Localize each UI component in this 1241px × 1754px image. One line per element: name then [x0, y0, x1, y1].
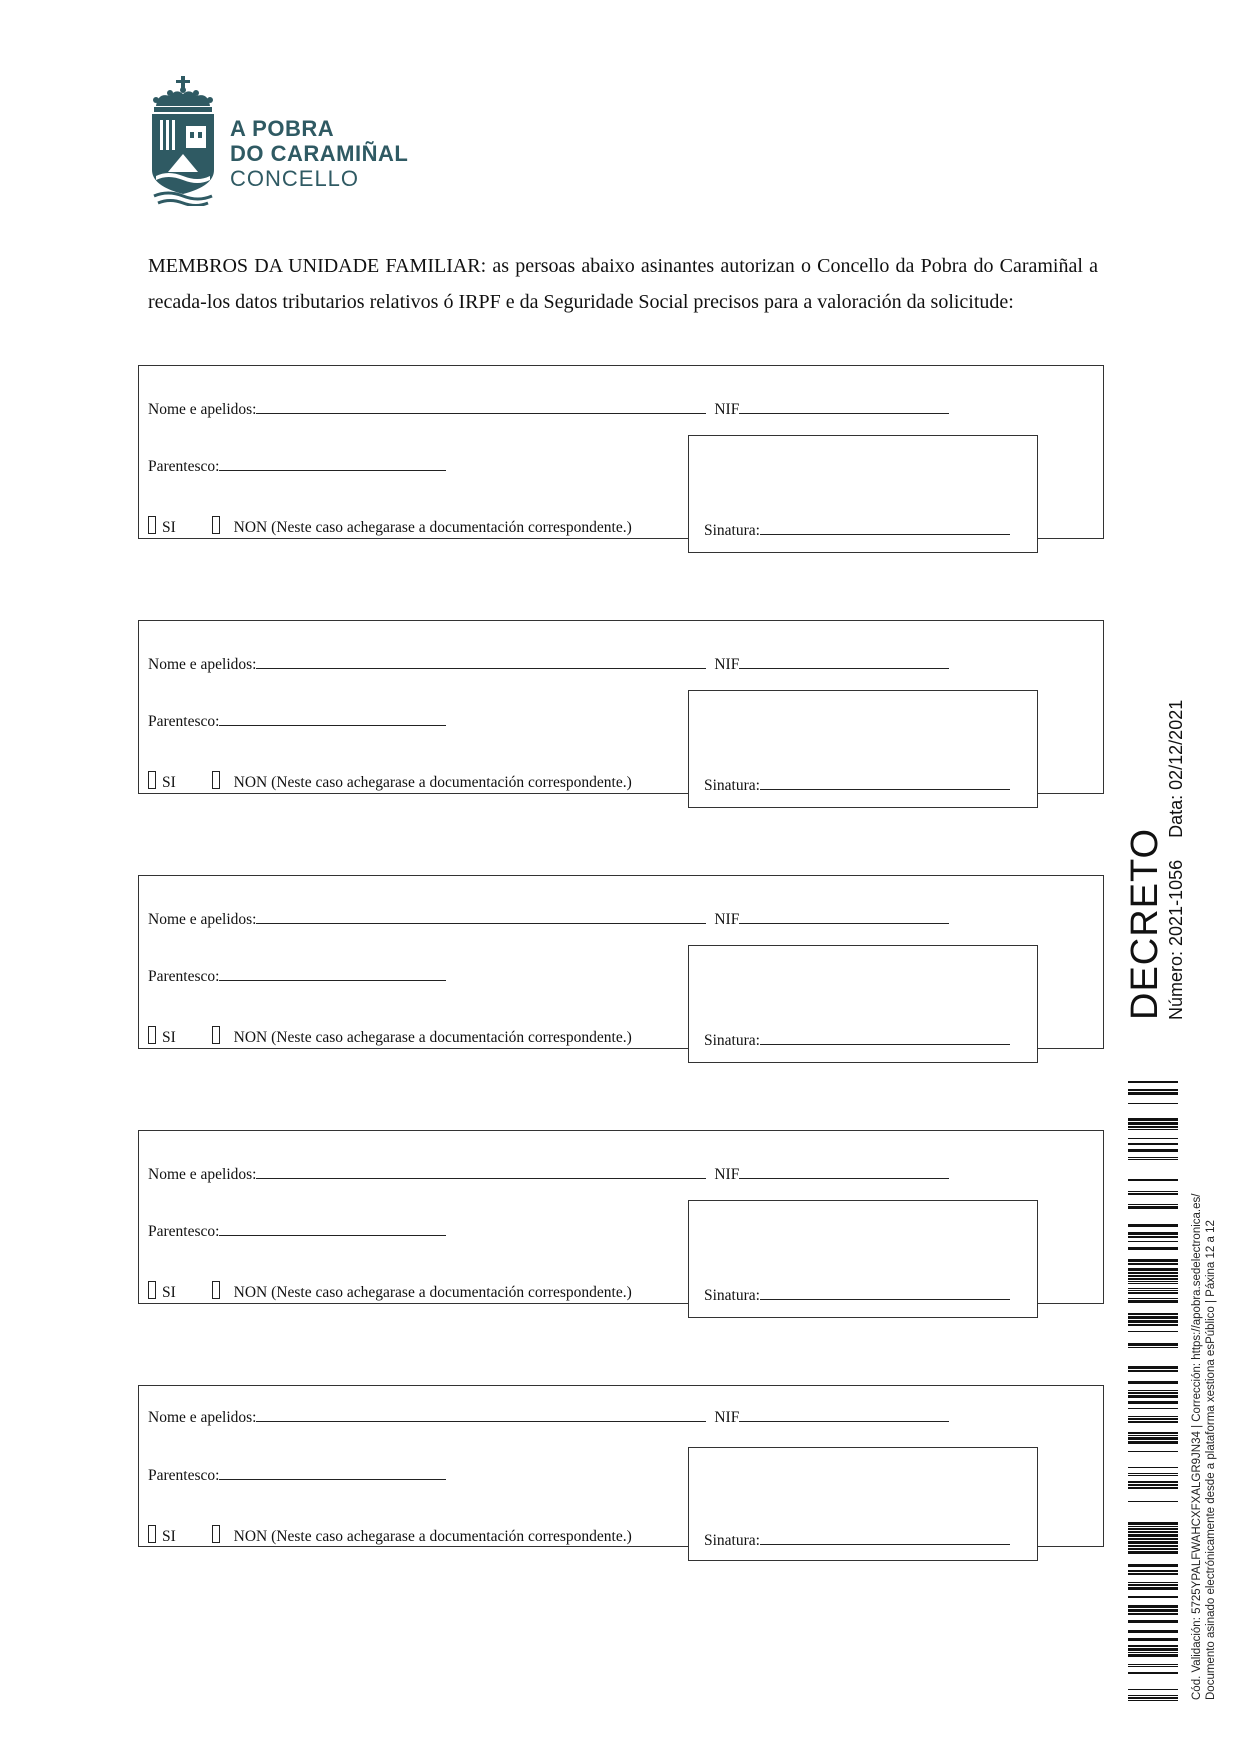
barcode-bar	[1128, 1528, 1178, 1530]
yes-label: SI	[162, 1528, 176, 1545]
barcode-bar	[1128, 1290, 1178, 1291]
name-field[interactable]	[256, 1407, 706, 1422]
nif-label: NIF	[714, 656, 740, 673]
barcode-bar	[1128, 1241, 1178, 1242]
barcode-bar	[1128, 1587, 1178, 1590]
barcode-bar	[1128, 1268, 1178, 1271]
intro-paragraph: MEMBROS DA UNIDADE FAMILIAR: as persoas abaixo asinantes autorizan o Concello da Pobra do Caramiñal a recada-los datos tributarios relativos ó IRPF e da Seguridade Social precisos para a valoración da solicitude:	[148, 255, 1098, 313]
signature-field[interactable]	[760, 775, 1010, 790]
barcode-bar	[1128, 1320, 1178, 1323]
relation-row	[148, 1465, 446, 1485]
barcode-bar	[1128, 1609, 1178, 1612]
barcode-bar	[1128, 1697, 1178, 1699]
signature-label: Sinatura:	[704, 1532, 760, 1549]
yes-checkbox[interactable]	[148, 1525, 156, 1543]
barcode-bar	[1128, 1596, 1178, 1598]
nif-label: NIF	[714, 401, 740, 418]
consent-row	[148, 1026, 632, 1047]
validation-text	[1190, 1194, 1218, 1700]
barcode-bar	[1128, 1118, 1178, 1121]
relation-label: Parentesco:	[148, 968, 220, 985]
barcode-bar	[1128, 1179, 1178, 1181]
consent-row	[148, 1281, 632, 1302]
barcode-bar	[1128, 1247, 1178, 1250]
name-row	[148, 1407, 949, 1427]
decree-stamp	[1126, 700, 1188, 1020]
barcode-bar	[1128, 1418, 1178, 1420]
barcode-bar	[1128, 1475, 1178, 1476]
yes-label: SI	[162, 1029, 176, 1046]
barcode-bar	[1128, 1324, 1178, 1326]
barcode-bar	[1128, 1652, 1178, 1653]
coat-of-arms-icon	[148, 76, 218, 206]
barcode-bar	[1128, 1664, 1178, 1665]
yes-checkbox[interactable]	[148, 516, 156, 534]
member-block	[138, 365, 1241, 545]
yes-checkbox[interactable]	[148, 771, 156, 789]
name-label: Nome e apelidos:	[148, 911, 257, 928]
barcode-bar	[1128, 1103, 1178, 1104]
barcode-bar	[1128, 1584, 1178, 1586]
decree-date: Data: 02/12/2021	[1166, 699, 1186, 838]
barcode-bar	[1128, 1157, 1178, 1158]
barcode-bar	[1128, 1159, 1178, 1160]
barcode-bar	[1128, 1129, 1178, 1130]
signature-label: Sinatura:	[704, 777, 760, 794]
barcode-bar	[1128, 1441, 1178, 1444]
yes-checkbox[interactable]	[148, 1026, 156, 1044]
barcode-bar	[1128, 1545, 1178, 1547]
nif-field[interactable]	[739, 399, 949, 414]
name-row	[148, 1164, 949, 1184]
barcode-bar	[1128, 1654, 1178, 1657]
barcode-bar	[1128, 1648, 1178, 1651]
barcode-bar	[1128, 1316, 1178, 1319]
barcode-bar	[1128, 1531, 1178, 1533]
decree-number: Número: 2021-1056	[1166, 859, 1186, 1020]
decree-title: DECRETO	[1124, 827, 1166, 1020]
name-label: Nome e apelidos:	[148, 1409, 257, 1426]
nif-field[interactable]	[739, 654, 949, 669]
yes-label: SI	[162, 774, 176, 791]
barcode-bar	[1128, 1343, 1178, 1346]
name-field[interactable]	[256, 399, 706, 414]
yes-label: SI	[162, 519, 176, 536]
barcode-bar	[1128, 1122, 1178, 1125]
barcode-bar	[1128, 1638, 1178, 1641]
nif-label: NIF	[714, 911, 740, 928]
relation-row	[148, 456, 446, 476]
signature-field[interactable]	[760, 1285, 1010, 1300]
barcode-bar	[1128, 1695, 1178, 1696]
no-label: NON (Neste caso achegarase a documentación correspondente.)	[233, 774, 632, 791]
no-label: NON (Neste caso achegarase a documentación correspondente.)	[233, 1284, 632, 1301]
relation-field[interactable]	[219, 456, 446, 471]
barcode-bar	[1128, 1259, 1178, 1262]
nif-label: NIF	[714, 1409, 740, 1426]
barcode-bar	[1128, 1236, 1178, 1238]
barcode-bar	[1128, 1292, 1178, 1294]
no-checkbox[interactable]	[212, 1281, 220, 1299]
name-label: Nome e apelidos:	[148, 401, 257, 418]
logo-line-1: A POBRA	[230, 116, 335, 141]
signature-box[interactable]	[688, 690, 1038, 808]
signature-row	[704, 1285, 1010, 1305]
nif-field[interactable]	[739, 1164, 949, 1179]
signature-label: Sinatura:	[704, 1287, 760, 1304]
barcode-bar	[1128, 1193, 1178, 1195]
barcode-bar	[1128, 1573, 1178, 1575]
barcode-bar	[1128, 1689, 1178, 1690]
barcode-bar	[1128, 1487, 1178, 1489]
relation-row	[148, 966, 446, 986]
member-block	[138, 1130, 1241, 1310]
member-block	[138, 875, 1241, 1055]
decree-meta	[1164, 700, 1188, 1020]
barcode-bar	[1128, 1605, 1178, 1608]
signature-box[interactable]	[688, 1447, 1038, 1561]
barcode-bar	[1128, 1313, 1178, 1315]
barcode-bar	[1128, 1534, 1178, 1537]
relation-field[interactable]	[219, 1465, 446, 1480]
barcode-bar	[1128, 1666, 1178, 1667]
barcode-bar	[1128, 1224, 1178, 1227]
consent-row	[148, 771, 632, 792]
barcode-bar	[1128, 1538, 1178, 1540]
barcode-bar	[1128, 1467, 1178, 1468]
barcode-bar	[1128, 1700, 1178, 1701]
barcode-bar	[1128, 1263, 1178, 1265]
barcode-bar	[1128, 1275, 1178, 1277]
no-checkbox[interactable]	[212, 1026, 220, 1044]
logo-line-2: DO CARAMIÑAL	[230, 141, 409, 166]
name-label: Nome e apelidos:	[148, 1166, 257, 1183]
barcode-bar	[1128, 1620, 1178, 1623]
barcode-bar	[1128, 1451, 1178, 1452]
barcode-bar	[1128, 1613, 1178, 1615]
no-checkbox[interactable]	[212, 1525, 220, 1543]
barcode-bar	[1128, 1522, 1178, 1525]
signature-box[interactable]	[688, 1200, 1038, 1318]
barcode-bar	[1128, 1138, 1178, 1139]
barcode-bar	[1128, 1331, 1178, 1332]
concello-logo	[148, 76, 428, 206]
consent-row	[148, 1525, 632, 1546]
name-row	[148, 399, 949, 419]
barcode-bar	[1128, 1143, 1178, 1145]
barcode-bar	[1128, 1526, 1178, 1527]
signature-box[interactable]	[688, 435, 1038, 553]
signature-row	[704, 1530, 1010, 1550]
logo-wordmark	[230, 116, 408, 191]
barcode-bar	[1128, 1204, 1178, 1205]
barcode-bar	[1128, 1564, 1178, 1567]
signature-field[interactable]	[760, 1030, 1010, 1045]
barcode-bar	[1128, 1390, 1178, 1391]
barcode-bar	[1128, 1645, 1178, 1647]
barcode-bar	[1128, 1288, 1178, 1289]
member-block	[138, 620, 1241, 800]
validation-line-2: Documento asinado electrónicamente desde a plataforma xestiona esPúblico | Páxina 12 a 12	[1205, 1220, 1217, 1700]
signature-field[interactable]	[760, 520, 1010, 535]
no-label: NON (Neste caso achegarase a documentación correspondente.)	[233, 519, 632, 536]
barcode-bar	[1128, 1191, 1178, 1192]
name-field[interactable]	[256, 909, 706, 924]
barcode-bar	[1128, 1435, 1178, 1436]
barcode-bar	[1128, 1432, 1178, 1434]
barcode-bar	[1128, 1298, 1178, 1299]
barcode-bar	[1128, 1283, 1178, 1284]
barcode-bar	[1128, 1149, 1178, 1152]
barcode-bar	[1128, 1089, 1178, 1091]
signature-label: Sinatura:	[704, 1032, 760, 1049]
no-checkbox[interactable]	[212, 516, 220, 534]
barcode-bar	[1128, 1272, 1178, 1274]
barcode-bar	[1128, 1278, 1178, 1280]
barcode-bar	[1128, 1672, 1178, 1674]
relation-label: Parentesco:	[148, 1467, 220, 1484]
barcode-bar	[1128, 1381, 1178, 1384]
barcode-bar	[1128, 1630, 1178, 1633]
barcode-bar	[1128, 1548, 1178, 1550]
member-block	[138, 1385, 1241, 1565]
name-row	[148, 654, 949, 674]
nif-field[interactable]	[739, 909, 949, 924]
validation-line-1: Cód. Validación: 5725YPALFWAHCXFXALGR9JN34 | Corrección: https://apobra.sedelectronica.es/	[1191, 1193, 1203, 1700]
barcode-bar	[1128, 1081, 1178, 1083]
relation-row	[148, 1221, 446, 1241]
barcode-bar	[1128, 1395, 1178, 1398]
signature-box[interactable]	[688, 945, 1038, 1063]
yes-checkbox[interactable]	[148, 1281, 156, 1299]
nif-label: NIF	[714, 1166, 740, 1183]
barcode-bar	[1128, 1206, 1178, 1209]
barcode-bar	[1128, 1481, 1178, 1483]
barcode-bar	[1128, 1281, 1178, 1282]
yes-label: SI	[162, 1284, 176, 1301]
barcode-bar	[1128, 1408, 1178, 1409]
barcode-bar	[1128, 1092, 1178, 1095]
relation-label: Parentesco:	[148, 458, 220, 475]
name-row	[148, 909, 949, 929]
logo-line-3: CONCELLO	[230, 166, 360, 191]
relation-label: Parentesco:	[148, 1223, 220, 1240]
barcode-bar	[1128, 1347, 1178, 1348]
barcode-bar	[1128, 1570, 1178, 1572]
barcode-bar	[1128, 1541, 1178, 1544]
barcode-bar	[1128, 1366, 1178, 1369]
barcode-bar	[1128, 1437, 1178, 1440]
signature-row	[704, 520, 1010, 540]
barcode-bar	[1128, 1232, 1178, 1235]
relation-field[interactable]	[219, 711, 446, 726]
no-checkbox[interactable]	[212, 771, 220, 789]
relation-row	[148, 711, 446, 731]
name-field[interactable]	[256, 1164, 706, 1179]
barcode-bar	[1128, 1484, 1178, 1486]
signature-field[interactable]	[760, 1530, 1010, 1545]
barcode-bar	[1128, 1473, 1178, 1474]
name-field[interactable]	[256, 654, 706, 669]
barcode	[1128, 1075, 1178, 1705]
relation-field[interactable]	[219, 1221, 446, 1236]
signature-row	[704, 775, 1010, 795]
relation-label: Parentesco:	[148, 713, 220, 730]
name-label: Nome e apelidos:	[148, 656, 257, 673]
relation-field[interactable]	[219, 966, 446, 981]
barcode-bar	[1128, 1392, 1178, 1394]
barcode-bar	[1128, 1501, 1178, 1502]
no-label: NON (Neste caso achegarase a documentación correspondente.)	[233, 1528, 632, 1545]
barcode-bar	[1128, 1300, 1178, 1303]
consent-row	[148, 516, 632, 537]
barcode-bar	[1128, 1421, 1178, 1423]
barcode-bar	[1128, 1416, 1178, 1417]
barcode-bar	[1128, 1370, 1178, 1372]
no-label: NON (Neste caso achegarase a documentación correspondente.)	[233, 1029, 632, 1046]
signature-label: Sinatura:	[704, 522, 760, 539]
nif-field[interactable]	[739, 1407, 949, 1422]
barcode-bar	[1128, 1126, 1178, 1128]
barcode-bar	[1128, 1582, 1178, 1583]
barcode-bar	[1128, 1401, 1178, 1404]
signature-row	[704, 1030, 1010, 1050]
barcode-bar	[1128, 1551, 1178, 1554]
